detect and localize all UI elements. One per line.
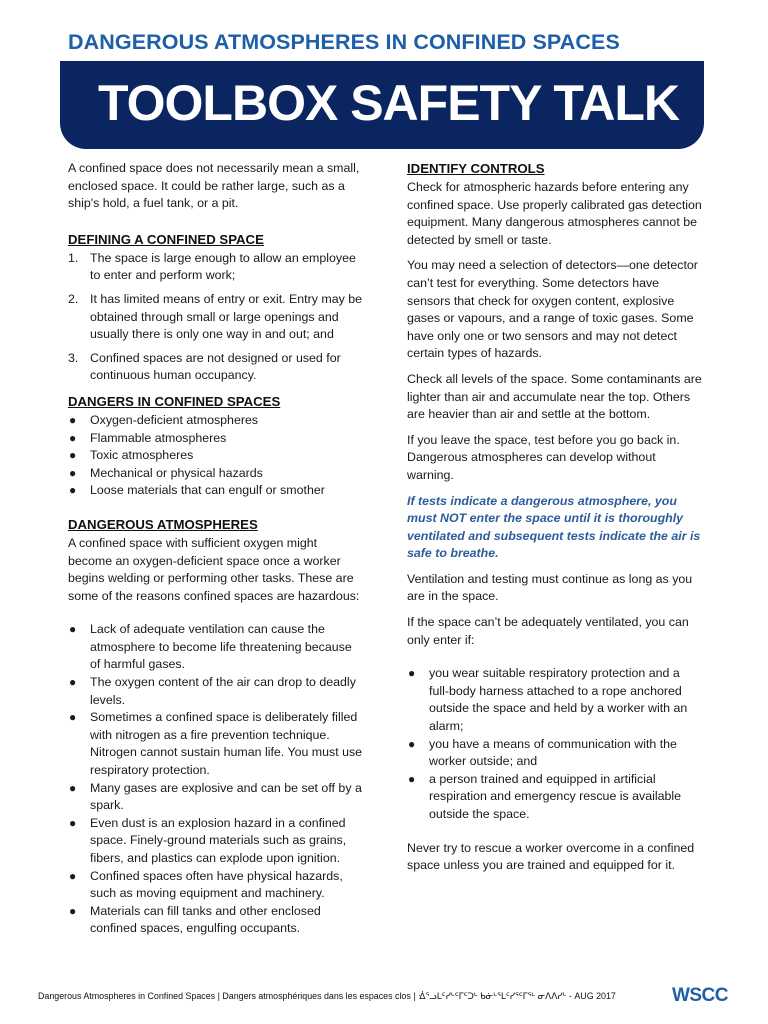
dangers-heading: DANGERS IN CONFINED SPACES bbox=[68, 393, 281, 409]
list-item-text: you wear suitable respiratory protection and a full-body harness attached to a rope anchored outside the space and held by a worker with an alarm; bbox=[429, 666, 688, 734]
list-item bbox=[68, 780, 364, 815]
list-item-text: Loose materials that can engulf or smother bbox=[90, 483, 325, 498]
bullet-icon: ● bbox=[408, 666, 416, 681]
list-item bbox=[68, 250, 364, 285]
dangers-list bbox=[68, 412, 364, 500]
list-item bbox=[68, 412, 364, 430]
bullet-icon: ● bbox=[69, 465, 77, 480]
list-number: 2. bbox=[68, 291, 79, 306]
list-item bbox=[68, 815, 364, 868]
wscc-logo: WSCC bbox=[671, 985, 728, 1006]
list-item bbox=[68, 465, 364, 483]
list-item bbox=[407, 736, 702, 771]
list-item-text: Flammable atmospheres bbox=[90, 430, 227, 445]
bullet-icon: ● bbox=[69, 430, 77, 445]
bullet-icon: ● bbox=[408, 771, 416, 786]
atmospheres-heading: DANGEROUS ATMOSPHERES bbox=[68, 516, 258, 532]
list-item-text: Lack of adequate ventilation can cause the atmosphere to become life threatening because of harmful gases. bbox=[90, 622, 352, 672]
intro-paragraph: A confined space does not necessarily mean a small, enclosed space. It could be rather large, such as a ship's hold, a fuel tank, or a pit. bbox=[68, 161, 360, 211]
list-item bbox=[68, 482, 364, 500]
list-item-text: you have a means of communication with the worker outside; and bbox=[429, 736, 677, 769]
defining-heading: DEFINING A CONFINED SPACE bbox=[68, 231, 264, 247]
list-item bbox=[407, 665, 702, 735]
list-item-text: Toxic atmospheres bbox=[90, 448, 194, 463]
bullet-icon: ● bbox=[69, 868, 77, 883]
left-column bbox=[68, 160, 364, 946]
list-item bbox=[68, 291, 364, 344]
bullet-icon: ● bbox=[408, 736, 416, 751]
list-item bbox=[68, 674, 364, 709]
page-footer bbox=[38, 985, 728, 1008]
list-item bbox=[68, 430, 364, 448]
list-item bbox=[68, 868, 364, 903]
page-subtitle: DANGEROUS ATMOSPHERES IN CONFINED SPACES bbox=[68, 30, 620, 54]
bullet-icon: ● bbox=[69, 412, 77, 427]
list-item-text: Many gases are explosive and can be set off by a spark. bbox=[90, 780, 362, 813]
list-item bbox=[68, 621, 364, 674]
controls-paragraph: Check for atmospheric hazards before entering any confined space. Use properly calibrated gas detection equipment. Many dangerous atmospheres cannot be detected by smell or taste. bbox=[407, 180, 702, 247]
controls-heading: IDENTIFY CONTROLS bbox=[407, 161, 545, 176]
bullet-icon: ● bbox=[69, 710, 77, 725]
list-number: 3. bbox=[68, 350, 79, 365]
entry-conditions-list bbox=[407, 665, 702, 823]
defining-list bbox=[68, 250, 364, 385]
atmospheres-list bbox=[68, 621, 364, 938]
list-item-text: The oxygen content of the air can drop to deadly levels. bbox=[90, 675, 356, 707]
list-item bbox=[68, 903, 364, 938]
list-item bbox=[68, 447, 364, 465]
controls-paragraph: If the space can’t be adequately ventilated, you can only enter if: bbox=[407, 615, 689, 647]
page-title: TOOLBOX SAFETY TALK bbox=[98, 75, 680, 131]
controls-paragraph: Ventilation and testing must continue as long as you are in the space. bbox=[407, 571, 693, 604]
bullet-icon: ● bbox=[69, 483, 77, 498]
list-item bbox=[68, 350, 364, 385]
list-item bbox=[407, 771, 702, 824]
bullet-icon: ● bbox=[69, 815, 77, 830]
controls-paragraph: Check all levels of the space. Some contaminants are lighter than air and accumulate near the top. Others are heavier than air and settle at the bottom. bbox=[407, 371, 702, 422]
list-item-text: The space is large enough to allow an employee to enter and perform work; bbox=[90, 250, 356, 283]
list-item bbox=[68, 709, 364, 779]
bullet-icon: ● bbox=[69, 903, 77, 918]
list-item-text: Mechanical or physical hazards bbox=[90, 465, 263, 480]
bullet-icon: ● bbox=[69, 622, 77, 637]
list-item-text: Confined spaces are not designed or used for continuous human occupancy. bbox=[90, 350, 341, 383]
warning-paragraph: If tests indicate a dangerous atmosphere, you must NOT enter the space until it is thoroughly ventilated and subsequent tests indicate the air is safe to breathe. bbox=[407, 493, 701, 561]
bullet-icon: ● bbox=[69, 780, 77, 795]
footer-text: Dangerous Atmospheres in Confined Spaces | Dangers atmosphériques dans les espaces clos | ᐐᕐᓗᒪᑦᓯᒡᑦᒥᑦᑐᒡ ᑲᓃᒡᕐᒪᑦᓯᕐᑦᒥᕐᒡ ᓂᐱᐱᓯᒡ - AUG 2017 bbox=[38, 991, 616, 1001]
list-item-text: It has limited means of entry or exit. Entry may be obtained through small or large openings and usually there is only one way in and out; and bbox=[90, 291, 363, 342]
list-number: 1. bbox=[68, 250, 79, 265]
list-item-text: Sometimes a confined space is deliberately filled with nitrogen as a fire prevention technique. Nitrogen cannot sustain human life. You must use respiratory protection. bbox=[90, 710, 363, 778]
list-item-text: Oxygen-deficient atmospheres bbox=[90, 412, 259, 427]
list-item-text: Materials can fill tanks and other enclosed confined spaces, engulfing occupants. bbox=[90, 903, 321, 936]
controls-paragraph: Never try to rescue a worker overcome in a confined space unless you are trained and equipped for it. bbox=[407, 840, 695, 873]
controls-paragraph: If you leave the space, test before you go back in. Dangerous atmospheres can develop without warning. bbox=[407, 432, 680, 482]
right-column bbox=[407, 160, 702, 883]
list-item-text: Confined spaces often have physical hazards, such as moving equipment and machinery. bbox=[90, 868, 343, 901]
list-item-text: a person trained and equipped in artificial respiration and emergency rescue is available outside the space. bbox=[429, 771, 682, 821]
controls-paragraph: You may need a selection of detectors—one detector can’t test for everything. Some detectors have sensors that check for oxygen content, explosive gases or vapours, and a range of toxic gases. Some have only one or two sensors and may not detect certain types of hazards. bbox=[407, 258, 698, 361]
list-item-text: Even dust is an explosion hazard in a confined space. Finely-ground materials such as grains, fibers, and plastics can explode upon ignition. bbox=[90, 815, 347, 865]
atmospheres-intro: A confined space with sufficient oxygen might become an oxygen-deficient space once a worker begins welding or performing other tasks. These are some of the reasons confined spaces are hazardous: bbox=[68, 535, 360, 603]
title-banner bbox=[60, 61, 704, 149]
bullet-icon: ● bbox=[69, 448, 77, 463]
bullet-icon: ● bbox=[69, 675, 77, 690]
